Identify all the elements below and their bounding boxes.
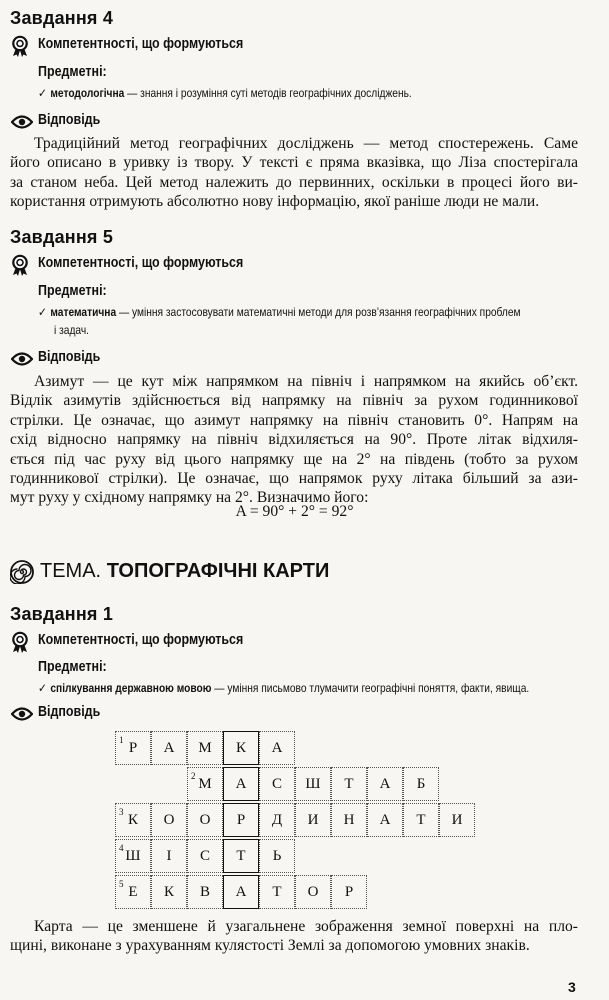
- crossword-cell: [187, 731, 223, 765]
- task1-title: Завдання 1: [10, 604, 114, 624]
- crossword-letter: Б: [416, 775, 426, 792]
- crossword-letter: Ш: [305, 775, 321, 792]
- crossword-letter: М: [198, 739, 212, 756]
- eye-icon: [11, 115, 33, 129]
- task5-answer-text: [10, 372, 578, 508]
- crossword-cell: [223, 731, 259, 765]
- crossword-letter: Ь: [272, 847, 282, 864]
- page-number: 3: [568, 979, 576, 995]
- crossword-cell: [259, 839, 295, 873]
- crossword-cell: [187, 839, 223, 873]
- answer-line: мут руху у східному напрямку на 2°. Визначимо його:: [10, 489, 369, 507]
- crossword-letter: Р: [236, 811, 246, 828]
- crossword-number: 1: [119, 735, 124, 745]
- competency-term: математична: [50, 306, 117, 319]
- task1-conclusion: [10, 917, 578, 956]
- crossword-letter: А: [379, 775, 391, 792]
- crossword-cell: [403, 803, 439, 837]
- crossword-cell: [115, 803, 151, 837]
- crossword-cell: [151, 839, 187, 873]
- crossword-letter: Р: [344, 883, 354, 900]
- crossword-letter: А: [271, 739, 283, 756]
- crossword-letter: Р: [128, 739, 138, 756]
- task1-subject-heading: Предметні:: [38, 659, 107, 675]
- task4-title: Завдання 4: [10, 8, 114, 28]
- crossword-cell: [187, 875, 223, 909]
- check-icon: ✓: [38, 681, 47, 695]
- competency-text: — уміння застосовувати математичні методи для розв’язання географічних проблем: [116, 306, 521, 319]
- crossword-cell: [151, 731, 187, 765]
- crossword-cell: [223, 767, 259, 801]
- competency-term: спілкування державною мовою: [50, 682, 212, 695]
- crossword-cell: [295, 767, 331, 801]
- check-icon: ✓: [38, 86, 47, 100]
- crossword-letter: Т: [272, 883, 282, 900]
- crossword-letter: А: [235, 775, 247, 792]
- crossword-cell: [223, 839, 259, 873]
- task5-title: Завдання 5: [10, 227, 114, 247]
- crossword-cell: [367, 767, 403, 801]
- crossword-letter: Д: [271, 811, 283, 828]
- eye-icon: [11, 352, 33, 366]
- formula: A = 90° + 2° = 92°: [235, 503, 354, 520]
- crossword-cell: [295, 875, 331, 909]
- answer-line: Азимут — це кут між напрямком на північ і напрямком на якийсь об’єкт.: [34, 373, 578, 390]
- task4-subject-heading: Предметні:: [38, 64, 107, 80]
- crossword-number: 5: [119, 879, 124, 889]
- answer-line: його описано в уривку із твору. У тексті є пряма вказівка, що Ліза спостерігала: [10, 154, 578, 172]
- crossword-letter: А: [235, 883, 247, 900]
- crossword-letter: О: [163, 811, 175, 828]
- crossword-cell: [187, 767, 223, 801]
- crossword-letter: Т: [416, 811, 426, 828]
- crossword-cell: [115, 839, 151, 873]
- answer-line: ється під час руху від цього напрямку ще на 2° на південь (тобто за рухом: [10, 450, 578, 468]
- answer-line: схід відносно напрямку на північ відхиляється на 90°. Проте літак відхиля-: [10, 431, 578, 449]
- topic-title: ТОПОГРАФІЧНІ КАРТИ: [106, 560, 330, 582]
- crossword-letter: И: [307, 811, 319, 828]
- medal-icon: [10, 254, 30, 276]
- crossword-letter: Н: [343, 811, 355, 828]
- crossword-cell: [439, 803, 475, 837]
- crossword-letter: С: [271, 775, 282, 792]
- crossword-number: 3: [119, 807, 124, 817]
- crossword-cell: [367, 803, 403, 837]
- check-icon: ✓: [38, 305, 47, 319]
- task4-competencies-heading: Компетентності, що формуються: [38, 36, 244, 52]
- task4-answer-heading: Відповідь: [38, 112, 101, 128]
- answer-line: Відлік азимутів здійснюється від напрямку на північ за рухом годинникової: [10, 392, 578, 410]
- answer-line: стрілки. Це означає, що азимут напрямку на північ становить 0°. Напрям на: [10, 411, 578, 429]
- crossword-cell: [187, 803, 223, 837]
- competency-text: — уміння письмово тлумачити географічні поняття, факти, явища.: [211, 682, 530, 695]
- crossword-cell: [115, 731, 151, 765]
- medal-icon: [10, 631, 30, 653]
- crossword-cell: [259, 803, 295, 837]
- task5-competencies-heading: Компетентності, що формуються: [38, 255, 244, 271]
- topic-heading: [40, 560, 329, 583]
- competency-text: — знання і розуміння суті методів географічних досліджень.: [124, 87, 412, 100]
- crossword-cell: [151, 803, 187, 837]
- conclusion-line: щині, виконане з урахуванням кулястості Землі за допомогою умовних знаків.: [10, 937, 530, 955]
- crossword-letter: И: [451, 811, 463, 828]
- task4-competency-item: [38, 85, 412, 102]
- answer-line: годинникової стрілки). Це означає, що напрямок руху літака більший за ази-: [10, 470, 578, 488]
- crossword-letter: М: [198, 775, 212, 792]
- crossword-letter: А: [379, 811, 391, 828]
- answer-line: за станом неба. Цей метод належить до первинних, оскільки в процесі його ви-: [10, 173, 578, 191]
- crossword-cell: [223, 875, 259, 909]
- answer-line: користання отримують абсолютно нову інформацію, якої раніше люди не мали.: [10, 193, 540, 211]
- medal-icon: [10, 35, 30, 57]
- crossword-letter: А: [163, 739, 175, 756]
- crossword-cell: [115, 875, 151, 909]
- crossword-cell: [259, 767, 295, 801]
- task5-subject-heading: Предметні:: [38, 283, 107, 299]
- competency-term: методологічна: [50, 87, 125, 100]
- task4-answer-text: [10, 134, 578, 212]
- crossword-cell: [295, 803, 331, 837]
- conclusion-line: Карта — це зменшене й узагальнене зображення земної поверхні на пло-: [34, 918, 578, 935]
- task5-competency-item-cont: і задач.: [54, 324, 90, 337]
- crossword-letter: К: [163, 883, 174, 900]
- task1-answer-heading: Відповідь: [38, 704, 101, 720]
- crossword-cell: [151, 875, 187, 909]
- crossword-letter: Т: [236, 847, 246, 864]
- task1-competencies-heading: Компетентності, що формуються: [38, 632, 244, 648]
- topic-prefix: ТЕМА.: [40, 560, 102, 582]
- crossword-letter: Т: [344, 775, 354, 792]
- task5-competency-item: [38, 304, 521, 321]
- crossword-cell: [331, 767, 367, 801]
- crossword-number: 4: [119, 843, 124, 853]
- crossword-letter: В: [199, 883, 210, 900]
- crossword-cell: [259, 875, 295, 909]
- eye-icon: [11, 707, 33, 721]
- crossword-letter: О: [307, 883, 319, 900]
- crossword-letter: К: [235, 739, 246, 756]
- task5-answer-heading: Відповідь: [38, 349, 101, 365]
- crossword-letter: Ш: [125, 847, 141, 864]
- crossword: [115, 731, 485, 911]
- crossword-letter: С: [199, 847, 210, 864]
- crossword-letter: К: [127, 811, 138, 828]
- spiral-icon: [10, 560, 34, 584]
- crossword-letter: І: [166, 847, 172, 864]
- crossword-letter: О: [199, 811, 211, 828]
- crossword-letter: Е: [128, 883, 138, 900]
- answer-line: Традиційний метод географічних досліджень — метод спостережень. Саме: [34, 135, 578, 152]
- crossword-cell: [331, 875, 367, 909]
- crossword-cell: [331, 803, 367, 837]
- crossword-cell: [223, 803, 259, 837]
- task1-competency-item: [38, 680, 529, 697]
- crossword-cell: [259, 731, 295, 765]
- crossword-cell: [403, 767, 439, 801]
- crossword-number: 2: [191, 771, 196, 781]
